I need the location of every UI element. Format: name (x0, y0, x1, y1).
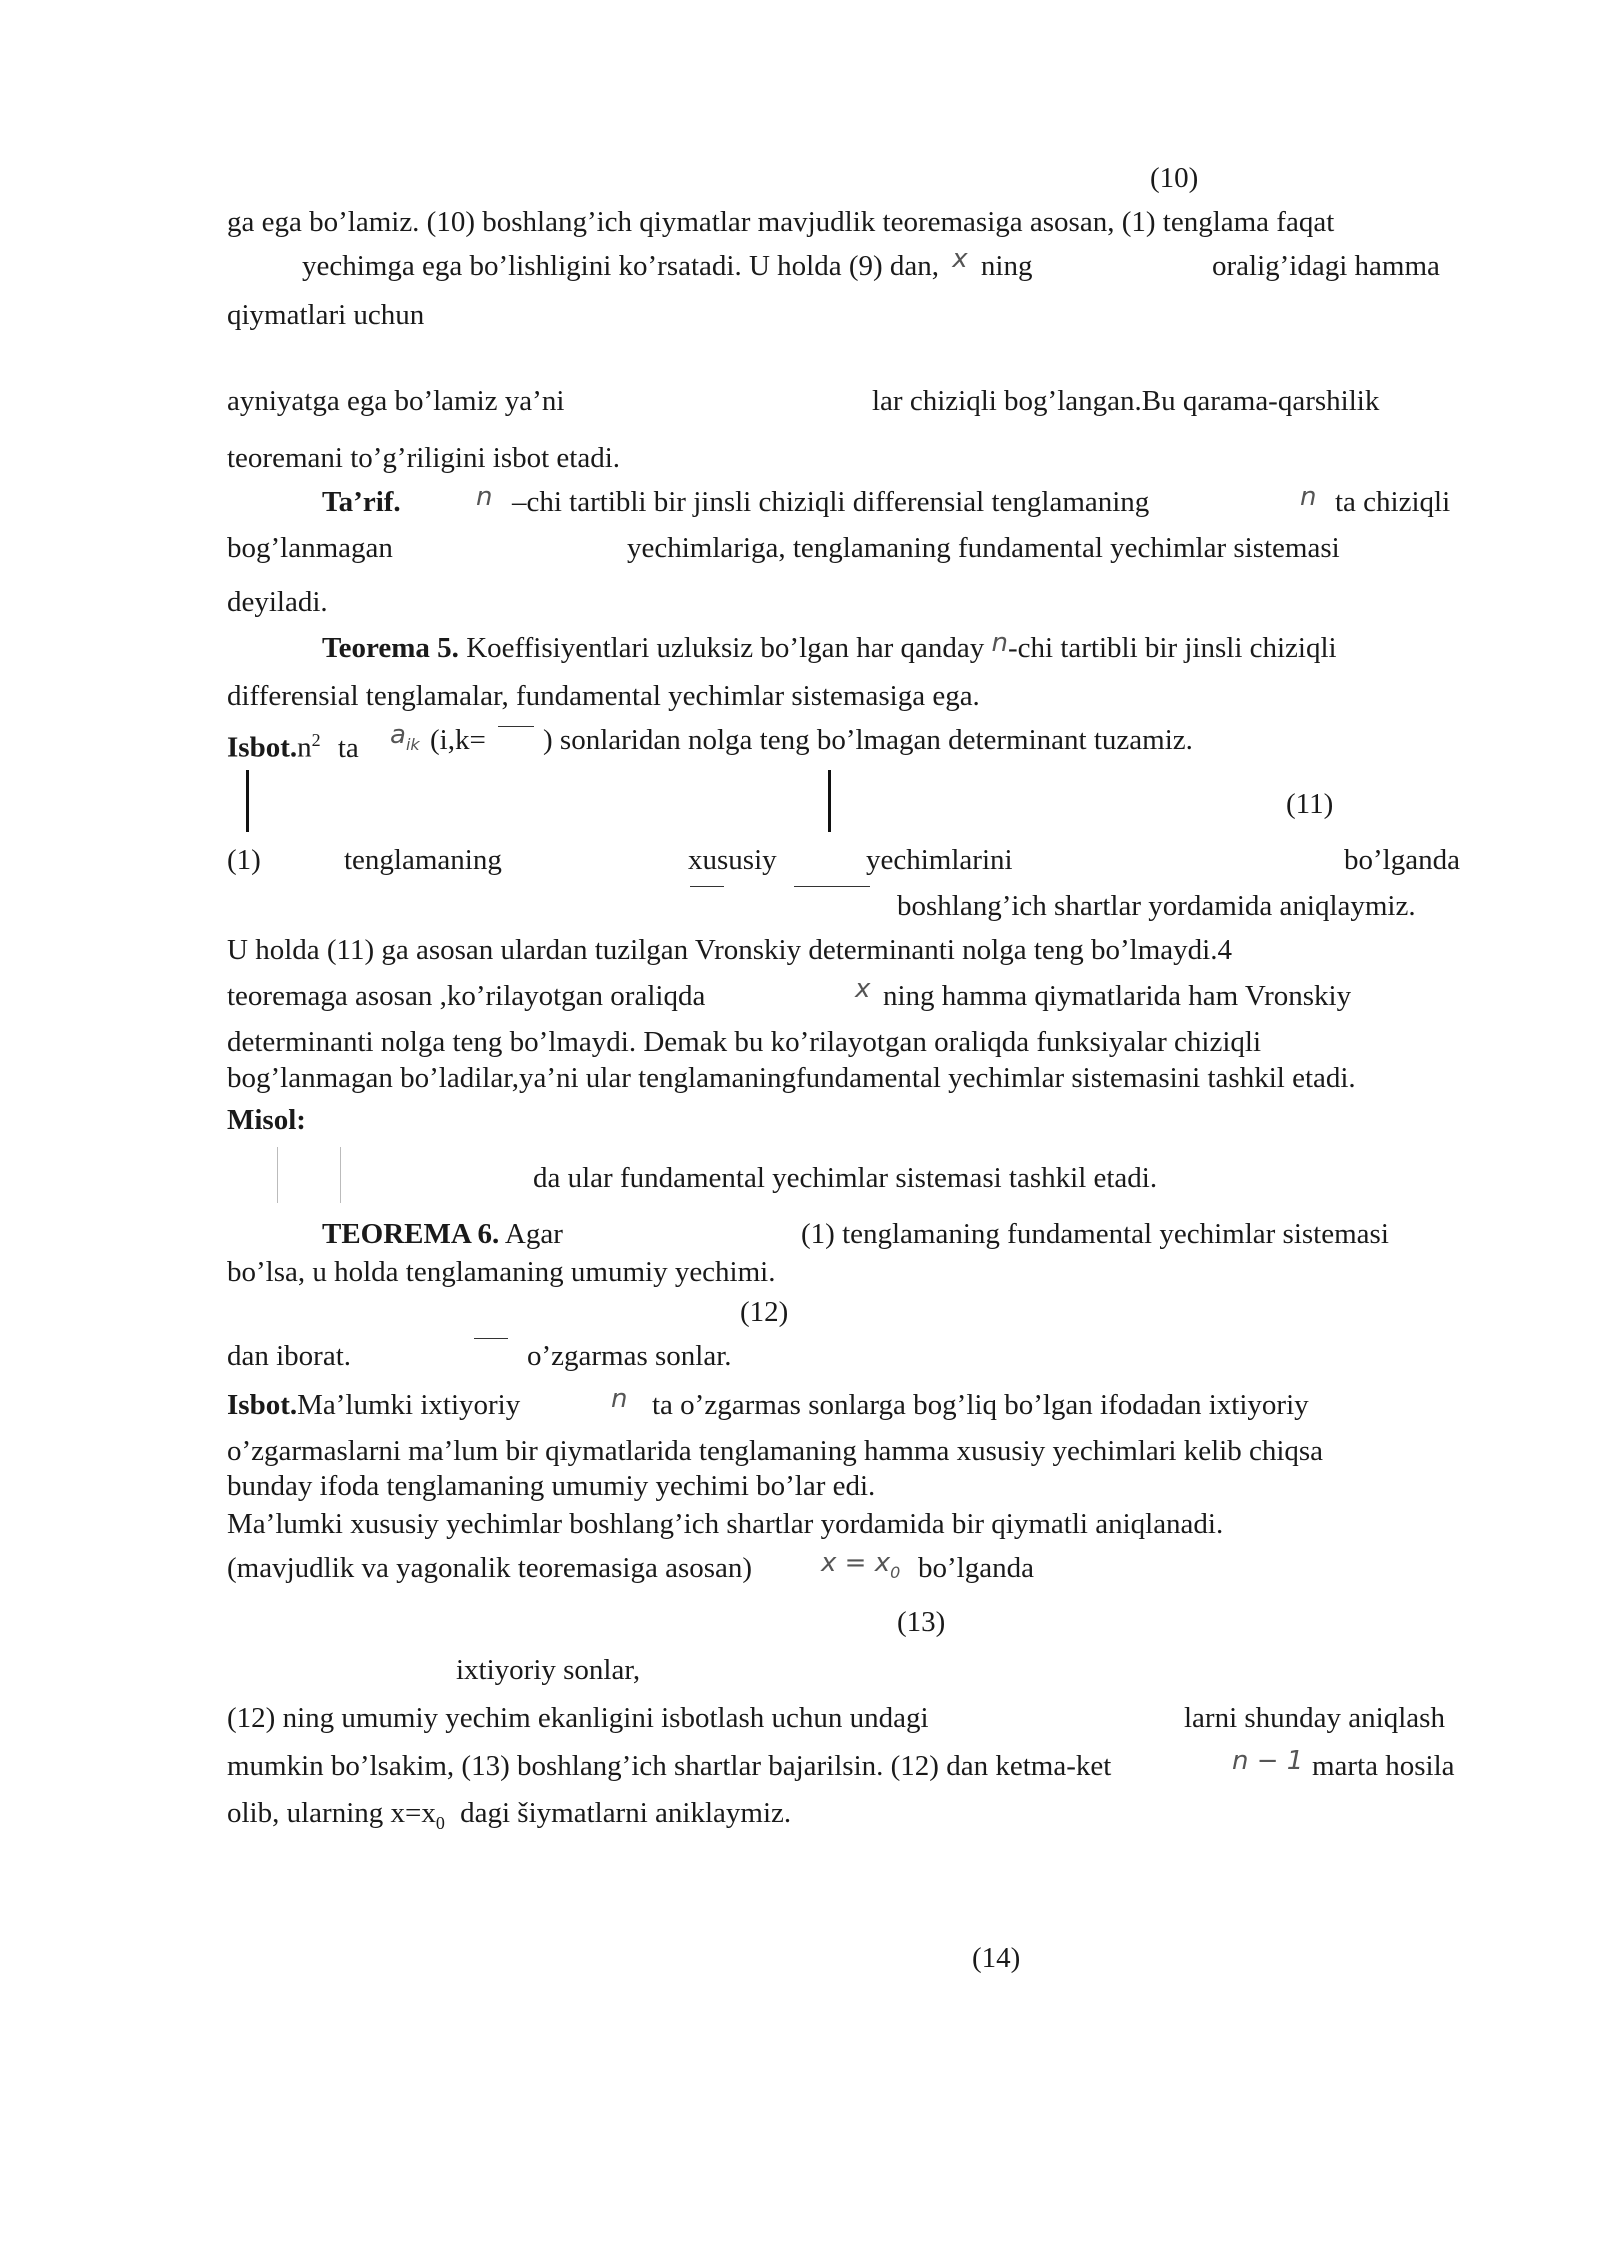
overline (498, 726, 534, 727)
math-n: n (1300, 482, 1317, 512)
text-line: ning hamma qiymatlarida ham Vronskiy (883, 980, 1352, 1012)
text-line: bog’lanmagan bo’ladilar,ya’ni ular tenglamaningfundamental yechimlar sistemasini tashkil etadi. (227, 1062, 1356, 1094)
proof-line: Isbot.Ma’lumki ixtiyoriy (227, 1389, 521, 1421)
proof-label: Isbot. (227, 1389, 298, 1421)
text-line: qiymatlari uchun (227, 299, 425, 331)
text-line: bog’lanmagan (227, 532, 393, 564)
text-word: tenglamaning (344, 844, 502, 876)
example-label: Misol: (227, 1104, 306, 1136)
text-line: o’zgarmas sonlar. (527, 1340, 732, 1372)
math-x-eq-x0: $x = x_0$ (821, 1548, 901, 1582)
text-line: olib, ularning $x=x_0$ dagi šiymatlarni aniklaymiz. (227, 1797, 792, 1833)
text-line: teoremani to’g’riligini isbot etadi. (227, 442, 621, 474)
theorem-label: TEOREMA 6. (322, 1218, 500, 1250)
text-line: ga ega bo’lamiz. (10) boshlang’ich qiymatlar mavjudlik teoremasiga asosan, (1) tenglama faqat (227, 206, 1335, 238)
text-line: mumkin bo’lsakim, (13) boshlang’ich shartlar bajarilsin. (12) dan ketma-ket (227, 1750, 1112, 1782)
text-line: dan iborat. (227, 1340, 352, 1372)
text-line: (12) ning umumiy yechim ekanligini isbotlash uchun undagi (227, 1702, 929, 1734)
text-line: ayniyatga ega bo’lamiz ya’ni (227, 385, 565, 417)
text-line: ) sonlaridan nolga teng bo’lmagan determinant tuzamiz. (543, 724, 1193, 756)
text-line: lar chiziqli bog’langan.Bu qarama-qarshilik (872, 385, 1380, 417)
definition-label: Ta’rif. (322, 486, 401, 518)
text-line: –chi tartibli bir jinsli chiziqli differensial tenglamaning (512, 486, 1150, 518)
overline (474, 1338, 508, 1339)
text-line: bo’lsa, u holda tenglamaning umumiy yechimi. (227, 1256, 776, 1288)
determinant-bar-left (277, 1147, 278, 1203)
math-n-minus-1: n − 1 (1232, 1746, 1304, 1776)
equation-number-14: (14) (972, 1942, 1021, 1974)
text-line: yechimga ega bo’lishligini ko’rsatadi. U holda (9) dan, x ning (302, 244, 1033, 282)
text-line: larni shunday aniqlash (1184, 1702, 1445, 1734)
determinant-bar-left (246, 770, 249, 832)
text-line: yechimlariga, tenglamaning fundamental yechimlar sistemasi (627, 532, 1340, 564)
text-line: teoremaga asosan ,ko’rilayotgan oraliqda (227, 980, 706, 1012)
text-line: da ular fundamental yechimlar sistemasi tashkil etadi. (533, 1162, 1158, 1194)
equation-number-11: (11) (1286, 788, 1334, 820)
text-line: o’zgarmaslarni ma’lum bir qiymatlarida tenglamaning hamma xususiy yechimlari kelib chiqsa (227, 1435, 1324, 1467)
theorem-line: Teorema 5. Koeffisiyentlari uzluksiz bo’lgan har qanday n-chi tartibli bir jinsli chiziqli (322, 628, 1337, 664)
overline (794, 886, 870, 887)
text-word: bo’lganda (1344, 844, 1460, 876)
text-line: differensial tenglamalar, fundamental yechimlar sistemasiga ega. (227, 680, 980, 712)
determinant-bar-right (340, 1147, 341, 1203)
text-line: ta o’zgarmas sonlarga bog’liq bo’lgan ifodadan ixtiyoriy (652, 1389, 1309, 1421)
theorem-line: TEOREMA 6. Agar (322, 1218, 563, 1250)
text-word: (1) (227, 844, 261, 876)
equation-number-10: (10) (1150, 162, 1199, 194)
text-line: ixtiyoriy sonlar, (456, 1654, 641, 1686)
text-line: boshlang’ich shartlar yordamida aniqlaymiz. (897, 890, 1416, 922)
text-line: deyiladi. (227, 586, 328, 618)
math-n: n (611, 1384, 628, 1414)
proof-line: $Isbot.n^2$ ta (227, 730, 359, 764)
math-x: x (952, 244, 968, 274)
math-x: x (855, 974, 871, 1004)
text-line: (i,k= (430, 724, 486, 756)
math-n: n (476, 482, 493, 512)
text-line: Ma’lumki xususiy yechimlar boshlang’ich shartlar yordamida bir qiymatli aniqlanadi. (227, 1508, 1224, 1540)
proof-label: Isbot. (227, 731, 298, 764)
definition-line (322, 484, 401, 520)
equation-number-13: (13) (897, 1606, 946, 1638)
text-line: marta hosila (1312, 1750, 1455, 1782)
text-line: (1) tenglamaning fundamental yechimlar sistemasi (801, 1218, 1389, 1250)
equation-number-12: (12) (740, 1296, 789, 1328)
text-word: yechimlarini (866, 844, 1013, 876)
text-line: U holda (11) ga asosan ulardan tuzilgan Vronskiy determinanti nolga teng bo’lmaydi.4 (227, 934, 1232, 966)
text-line: bunday ifoda tenglamaning umumiy yechimi bo’lar edi. (227, 1470, 876, 1502)
determinant-bar-right (828, 770, 831, 832)
text-line: determinanti nolga teng bo’lmaydi. Demak bu ko’rilayotgan oraliqda funksiyalar chiziqli (227, 1026, 1262, 1058)
text-line: ta chiziqli (1335, 486, 1451, 518)
math-n: n (991, 628, 1008, 658)
text-line: oralig’idagi hamma (1212, 250, 1440, 282)
text-line: (mavjudlik va yagonalik teoremasiga asosan) (227, 1552, 753, 1584)
math-a-ik: $a_{ik}$ (390, 720, 420, 754)
theorem-label: Teorema 5. (322, 632, 459, 664)
overline (690, 886, 724, 887)
text-line: bo’lganda (918, 1552, 1034, 1584)
text-word: xususiy (688, 844, 777, 876)
